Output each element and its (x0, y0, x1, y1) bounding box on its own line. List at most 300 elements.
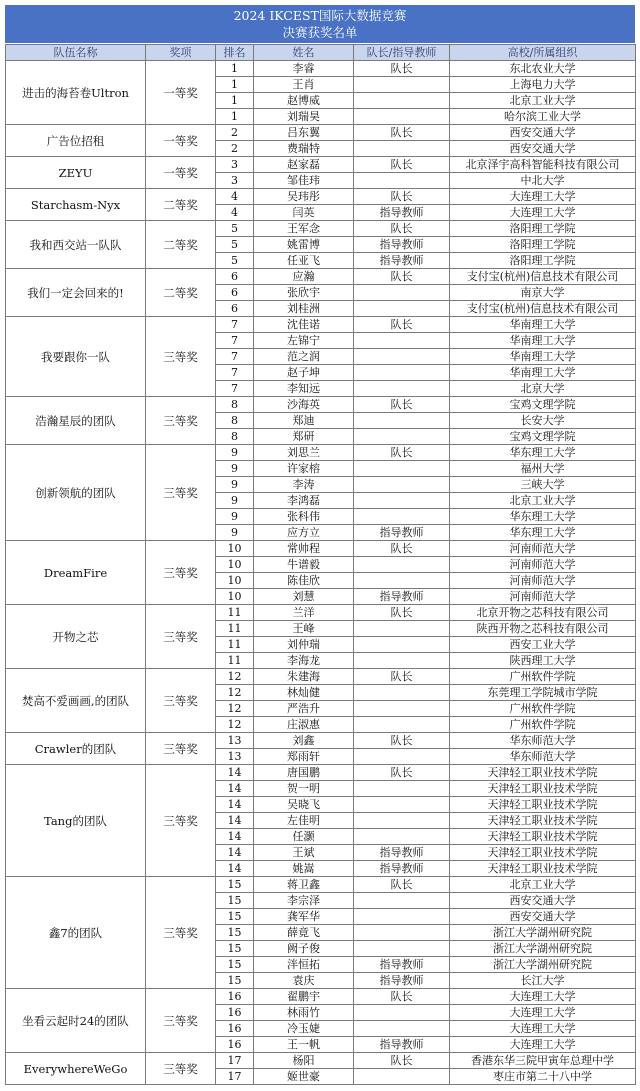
rank-cell: 11 (216, 637, 254, 653)
rank-cell: 15 (216, 973, 254, 989)
rank-cell: 9 (216, 525, 254, 541)
member-name-cell: 许家榕 (254, 461, 354, 477)
organization-cell: 三峡大学 (450, 477, 636, 493)
role-cell: 指导教师 (354, 1037, 450, 1053)
organization-cell: 天津轻工职业技术学院 (450, 781, 636, 797)
member-name-cell: 阙子俊 (254, 941, 354, 957)
organization-cell: 华东理工大学 (450, 509, 636, 525)
rank-cell: 15 (216, 941, 254, 957)
member-name-cell: 应瀚 (254, 269, 354, 285)
role-cell (354, 813, 450, 829)
column-header-org: 高校/所属组织 (450, 45, 636, 61)
role-cell (354, 1005, 450, 1021)
table-row (6, 669, 636, 685)
table-row (6, 189, 636, 205)
member-name-cell: 应方立 (254, 525, 354, 541)
role-cell: 指导教师 (354, 861, 450, 877)
role-cell (354, 141, 450, 157)
role-cell (354, 477, 450, 493)
role-cell: 队长 (354, 317, 450, 333)
page-subtitle: 决赛获奖名单 (282, 25, 358, 40)
column-header-name: 姓名 (254, 45, 354, 61)
award-cell: 一等奖 (146, 61, 216, 125)
rank-cell: 3 (216, 173, 254, 189)
rank-cell: 1 (216, 77, 254, 93)
team-name-cell: 我和西交站一队队 (6, 221, 146, 269)
table-row (6, 269, 636, 285)
award-cell: 二等奖 (146, 221, 216, 269)
rank-cell: 15 (216, 877, 254, 893)
organization-cell: 河南师范大学 (450, 573, 636, 589)
member-name-cell: 林雨竹 (254, 1005, 354, 1021)
organization-cell: 天津轻工职业技术学院 (450, 861, 636, 877)
organization-cell: 北京开物之芯科技有限公司 (450, 605, 636, 621)
team-name-cell: Crawler的团队 (6, 733, 146, 765)
organization-cell: 天津轻工职业技术学院 (450, 829, 636, 845)
organization-cell: 洛阳理工学院 (450, 221, 636, 237)
role-cell: 队长 (354, 269, 450, 285)
rank-cell: 10 (216, 589, 254, 605)
organization-cell: 北京泽宇高科智能科技有限公司 (450, 157, 636, 173)
role-cell: 队长 (354, 669, 450, 685)
role-cell: 队长 (354, 189, 450, 205)
role-cell (354, 1069, 450, 1085)
rank-cell: 10 (216, 573, 254, 589)
organization-cell: 广州软件学院 (450, 717, 636, 733)
team-name-cell: EverywhereWeGo (6, 1053, 146, 1085)
organization-cell: 北京大学 (450, 381, 636, 397)
rank-cell: 15 (216, 925, 254, 941)
winners-table (5, 44, 636, 1085)
team-name-cell: 我要跟你一队 (6, 317, 146, 397)
rank-cell: 14 (216, 797, 254, 813)
table-row (6, 61, 636, 77)
team-name-cell: 进击的海苔卷Ultron (6, 61, 146, 125)
member-name-cell: 左锦宁 (254, 333, 354, 349)
role-cell (354, 173, 450, 189)
role-cell (354, 557, 450, 573)
member-name-cell: 唐国鹏 (254, 765, 354, 781)
table-row (6, 541, 636, 557)
table-row (6, 157, 636, 173)
member-name-cell: 翟鹏宇 (254, 989, 354, 1005)
member-name-cell: 李涛 (254, 477, 354, 493)
role-cell: 指导教师 (354, 253, 450, 269)
member-name-cell: 姬世豪 (254, 1069, 354, 1085)
member-name-cell: 吴晓飞 (254, 797, 354, 813)
member-name-cell: 张科伟 (254, 509, 354, 525)
rank-cell: 6 (216, 285, 254, 301)
role-cell: 队长 (354, 877, 450, 893)
rank-cell: 16 (216, 1037, 254, 1053)
rank-cell: 15 (216, 893, 254, 909)
member-name-cell: 姚雷博 (254, 237, 354, 253)
rank-cell: 8 (216, 397, 254, 413)
rank-cell: 14 (216, 845, 254, 861)
role-cell: 队长 (354, 397, 450, 413)
organization-cell: 洛阳理工学院 (450, 237, 636, 253)
member-name-cell: 王军念 (254, 221, 354, 237)
organization-cell: 大连理工大学 (450, 189, 636, 205)
organization-cell: 大连理工大学 (450, 989, 636, 1005)
rank-cell: 5 (216, 253, 254, 269)
organization-cell: 西安交通大学 (450, 141, 636, 157)
member-name-cell: 牛谱毅 (254, 557, 354, 573)
rank-cell: 14 (216, 861, 254, 877)
role-cell (354, 109, 450, 125)
organization-cell: 河南师范大学 (450, 541, 636, 557)
table-row (6, 445, 636, 461)
role-cell (354, 653, 450, 669)
role-cell: 队长 (354, 445, 450, 461)
role-cell: 指导教师 (354, 205, 450, 221)
role-cell: 队长 (354, 989, 450, 1005)
organization-cell: 浙江大学湖州研究院 (450, 925, 636, 941)
rank-cell: 9 (216, 493, 254, 509)
organization-cell: 福州大学 (450, 461, 636, 477)
member-name-cell: 范之润 (254, 349, 354, 365)
organization-cell: 北京工业大学 (450, 493, 636, 509)
organization-cell: 西安工业大学 (450, 637, 636, 653)
award-cell: 一等奖 (146, 125, 216, 157)
role-cell (354, 77, 450, 93)
member-name-cell: 庄淑惠 (254, 717, 354, 733)
column-header-rank: 排名 (216, 45, 254, 61)
rank-cell: 1 (216, 109, 254, 125)
rank-cell: 12 (216, 685, 254, 701)
rank-cell: 9 (216, 509, 254, 525)
rank-cell: 9 (216, 477, 254, 493)
rank-cell: 9 (216, 461, 254, 477)
rank-cell: 7 (216, 333, 254, 349)
organization-cell: 宝鸡文理学院 (450, 397, 636, 413)
rank-cell: 10 (216, 557, 254, 573)
role-cell (354, 93, 450, 109)
member-name-cell: 王峰 (254, 621, 354, 637)
organization-cell: 西安交通大学 (450, 125, 636, 141)
role-cell (354, 285, 450, 301)
rank-cell: 2 (216, 141, 254, 157)
member-name-cell: 兰洋 (254, 605, 354, 621)
role-cell (354, 413, 450, 429)
table-row (6, 989, 636, 1005)
member-name-cell: 费瑞特 (254, 141, 354, 157)
member-name-cell: 赵家磊 (254, 157, 354, 173)
role-cell (354, 941, 450, 957)
organization-cell: 支付宝(杭州)信息技术有限公司 (450, 301, 636, 317)
role-cell (354, 717, 450, 733)
role-cell (354, 925, 450, 941)
rank-cell: 14 (216, 765, 254, 781)
award-cell: 三等奖 (146, 765, 216, 877)
organization-cell: 华南理工大学 (450, 365, 636, 381)
member-name-cell: 赵博威 (254, 93, 354, 109)
organization-cell: 西安交通大学 (450, 909, 636, 925)
role-cell (354, 301, 450, 317)
role-cell (354, 333, 450, 349)
award-cell: 三等奖 (146, 605, 216, 669)
role-cell (354, 1021, 450, 1037)
team-name-cell: Starchasm-Nyx (6, 189, 146, 221)
rank-cell: 7 (216, 317, 254, 333)
role-cell: 指导教师 (354, 973, 450, 989)
rank-cell: 5 (216, 237, 254, 253)
member-name-cell: 泮恒拓 (254, 957, 354, 973)
role-cell: 队长 (354, 541, 450, 557)
table-row (6, 221, 636, 237)
organization-cell: 天津轻工职业技术学院 (450, 845, 636, 861)
rank-cell: 7 (216, 365, 254, 381)
member-name-cell: 吴玮彤 (254, 189, 354, 205)
team-name-cell: 焚高不爱画画,的团队 (6, 669, 146, 733)
organization-cell: 大连理工大学 (450, 1037, 636, 1053)
team-name-cell: 浩瀚星辰的团队 (6, 397, 146, 445)
rank-cell: 2 (216, 125, 254, 141)
role-cell: 队长 (354, 61, 450, 77)
member-name-cell: 龚军华 (254, 909, 354, 925)
rank-cell: 11 (216, 653, 254, 669)
award-cell: 三等奖 (146, 669, 216, 733)
rank-cell: 13 (216, 749, 254, 765)
rank-cell: 1 (216, 61, 254, 77)
organization-cell: 浙江大学湖州研究院 (450, 957, 636, 973)
column-header-award: 奖项 (146, 45, 216, 61)
role-cell (354, 685, 450, 701)
member-name-cell: 郑研 (254, 429, 354, 445)
role-cell: 指导教师 (354, 525, 450, 541)
organization-cell: 华南理工大学 (450, 333, 636, 349)
member-name-cell: 陈佳欣 (254, 573, 354, 589)
rank-cell: 7 (216, 349, 254, 365)
role-cell: 指导教师 (354, 589, 450, 605)
table-row (6, 765, 636, 781)
organization-cell: 华东师范大学 (450, 749, 636, 765)
member-name-cell: 朱建海 (254, 669, 354, 685)
role-cell (354, 493, 450, 509)
organization-cell: 华南理工大学 (450, 317, 636, 333)
member-name-cell: 李鸿磊 (254, 493, 354, 509)
member-name-cell: 闫英 (254, 205, 354, 221)
role-cell: 指导教师 (354, 957, 450, 973)
role-cell (354, 797, 450, 813)
table-row (6, 733, 636, 749)
rank-cell: 16 (216, 989, 254, 1005)
team-name-cell: Tang的团队 (6, 765, 146, 877)
organization-cell: 浙江大学湖州研究院 (450, 941, 636, 957)
rank-cell: 7 (216, 381, 254, 397)
rank-cell: 5 (216, 221, 254, 237)
rank-cell: 14 (216, 781, 254, 797)
role-cell (354, 829, 450, 845)
role-cell (354, 781, 450, 797)
organization-cell: 华东理工大学 (450, 525, 636, 541)
organization-cell: 东莞理工学院城市学院 (450, 685, 636, 701)
member-name-cell: 贺一明 (254, 781, 354, 797)
rank-cell: 4 (216, 189, 254, 205)
member-name-cell: 郑迪 (254, 413, 354, 429)
rank-cell: 11 (216, 621, 254, 637)
member-name-cell: 吕东翼 (254, 125, 354, 141)
table-row (6, 605, 636, 621)
member-name-cell: 李知远 (254, 381, 354, 397)
rank-cell: 17 (216, 1069, 254, 1085)
role-cell (354, 365, 450, 381)
organization-cell: 东北农业大学 (450, 61, 636, 77)
role-cell (354, 429, 450, 445)
table-row (6, 397, 636, 413)
member-name-cell: 刘仲瑞 (254, 637, 354, 653)
organization-cell: 香港东华三院甲寅年总理中学 (450, 1053, 636, 1069)
organization-cell: 长安大学 (450, 413, 636, 429)
organization-cell: 天津轻工职业技术学院 (450, 797, 636, 813)
role-cell: 队长 (354, 1053, 450, 1069)
organization-cell: 河南师范大学 (450, 557, 636, 573)
team-name-cell: DreamFire (6, 541, 146, 605)
role-cell: 队长 (354, 765, 450, 781)
member-name-cell: 李睿 (254, 61, 354, 77)
rank-cell: 16 (216, 1021, 254, 1037)
page-title: 2024 IKCEST国际大数据竞赛 (233, 8, 407, 23)
member-name-cell: 袁庆 (254, 973, 354, 989)
role-cell: 队长 (354, 221, 450, 237)
table-row (6, 125, 636, 141)
team-name-cell: 广告位招租 (6, 125, 146, 157)
organization-cell: 广州软件学院 (450, 669, 636, 685)
team-name-cell: 创新领航的团队 (6, 445, 146, 541)
role-cell: 队长 (354, 157, 450, 173)
organization-cell: 洛阳理工学院 (450, 253, 636, 269)
member-name-cell: 杨阳 (254, 1053, 354, 1069)
award-cell: 三等奖 (146, 397, 216, 445)
organization-cell: 支付宝(杭州)信息技术有限公司 (450, 269, 636, 285)
member-name-cell: 左佳明 (254, 813, 354, 829)
rank-cell: 12 (216, 669, 254, 685)
organization-cell: 大连理工大学 (450, 205, 636, 221)
rank-cell: 12 (216, 717, 254, 733)
role-cell (354, 461, 450, 477)
member-name-cell: 郑雨轩 (254, 749, 354, 765)
rank-cell: 17 (216, 1053, 254, 1069)
column-header-team: 队伍名称 (6, 45, 146, 61)
member-name-cell: 赵子坤 (254, 365, 354, 381)
member-name-cell: 张欣宇 (254, 285, 354, 301)
role-cell: 队长 (354, 605, 450, 621)
member-name-cell: 刘慧 (254, 589, 354, 605)
role-cell (354, 381, 450, 397)
award-cell: 三等奖 (146, 445, 216, 541)
rank-cell: 12 (216, 701, 254, 717)
column-header-role: 队长/指导教师 (354, 45, 450, 61)
organization-cell: 大连理工大学 (450, 1021, 636, 1037)
member-name-cell: 刘桂洲 (254, 301, 354, 317)
member-name-cell: 邹佳玮 (254, 173, 354, 189)
rank-cell: 15 (216, 909, 254, 925)
rank-cell: 8 (216, 413, 254, 429)
member-name-cell: 林灿健 (254, 685, 354, 701)
member-name-cell: 刘鑫 (254, 733, 354, 749)
member-name-cell: 冷玉婕 (254, 1021, 354, 1037)
role-cell (354, 573, 450, 589)
organization-cell: 南京大学 (450, 285, 636, 301)
rank-cell: 1 (216, 93, 254, 109)
member-name-cell: 薛竟飞 (254, 925, 354, 941)
member-name-cell: 刘思兰 (254, 445, 354, 461)
organization-cell: 天津轻工职业技术学院 (450, 765, 636, 781)
member-name-cell: 严浩升 (254, 701, 354, 717)
award-cell: 一等奖 (146, 157, 216, 189)
award-cell: 三等奖 (146, 989, 216, 1053)
organization-cell: 哈尔滨工业大学 (450, 109, 636, 125)
award-cell: 三等奖 (146, 541, 216, 605)
team-name-cell: ZEYU (6, 157, 146, 189)
member-name-cell: 姚嵩 (254, 861, 354, 877)
rank-cell: 9 (216, 445, 254, 461)
member-name-cell: 李宗泽 (254, 893, 354, 909)
organization-cell: 宝鸡文理学院 (450, 429, 636, 445)
award-cell: 三等奖 (146, 733, 216, 765)
rank-cell: 8 (216, 429, 254, 445)
table-header-row (6, 45, 636, 61)
member-name-cell: 沈佳诺 (254, 317, 354, 333)
rank-cell: 14 (216, 829, 254, 845)
role-cell (354, 621, 450, 637)
award-cell: 二等奖 (146, 189, 216, 221)
table-row (6, 877, 636, 893)
organization-cell: 陕西理工大学 (450, 653, 636, 669)
rank-cell: 16 (216, 1005, 254, 1021)
role-cell: 指导教师 (354, 237, 450, 253)
organization-cell: 华东师范大学 (450, 733, 636, 749)
role-cell (354, 749, 450, 765)
role-cell (354, 509, 450, 525)
rank-cell: 10 (216, 541, 254, 557)
member-name-cell: 王一帆 (254, 1037, 354, 1053)
organization-cell: 大连理工大学 (450, 1005, 636, 1021)
organization-cell: 枣庄市第二十八中学 (450, 1069, 636, 1085)
role-cell (354, 701, 450, 717)
role-cell: 队长 (354, 125, 450, 141)
member-name-cell: 刘瑞昊 (254, 109, 354, 125)
organization-cell: 河南师范大学 (450, 589, 636, 605)
organization-cell: 上海电力大学 (450, 77, 636, 93)
rank-cell: 15 (216, 957, 254, 973)
member-name-cell: 常帅程 (254, 541, 354, 557)
table-body (6, 61, 636, 1085)
rank-cell: 13 (216, 733, 254, 749)
table-row (6, 1053, 636, 1069)
organization-cell: 北京工业大学 (450, 877, 636, 893)
title-banner (5, 5, 635, 43)
role-cell (354, 349, 450, 365)
member-name-cell: 任灏 (254, 829, 354, 845)
role-cell: 队长 (354, 733, 450, 749)
award-cell: 三等奖 (146, 317, 216, 397)
team-name-cell: 鑫7的团队 (6, 877, 146, 989)
organization-cell: 广州软件学院 (450, 701, 636, 717)
member-name-cell: 蒋卫鑫 (254, 877, 354, 893)
member-name-cell: 李海龙 (254, 653, 354, 669)
rank-cell: 11 (216, 605, 254, 621)
role-cell (354, 893, 450, 909)
organization-cell: 长江大学 (450, 973, 636, 989)
organization-cell: 华东理工大学 (450, 445, 636, 461)
role-cell: 指导教师 (354, 845, 450, 861)
team-name-cell: 坐看云起时24的团队 (6, 989, 146, 1053)
rank-cell: 14 (216, 813, 254, 829)
organization-cell: 陕西开物之芯科技有限公司 (450, 621, 636, 637)
role-cell (354, 637, 450, 653)
rank-cell: 6 (216, 301, 254, 317)
